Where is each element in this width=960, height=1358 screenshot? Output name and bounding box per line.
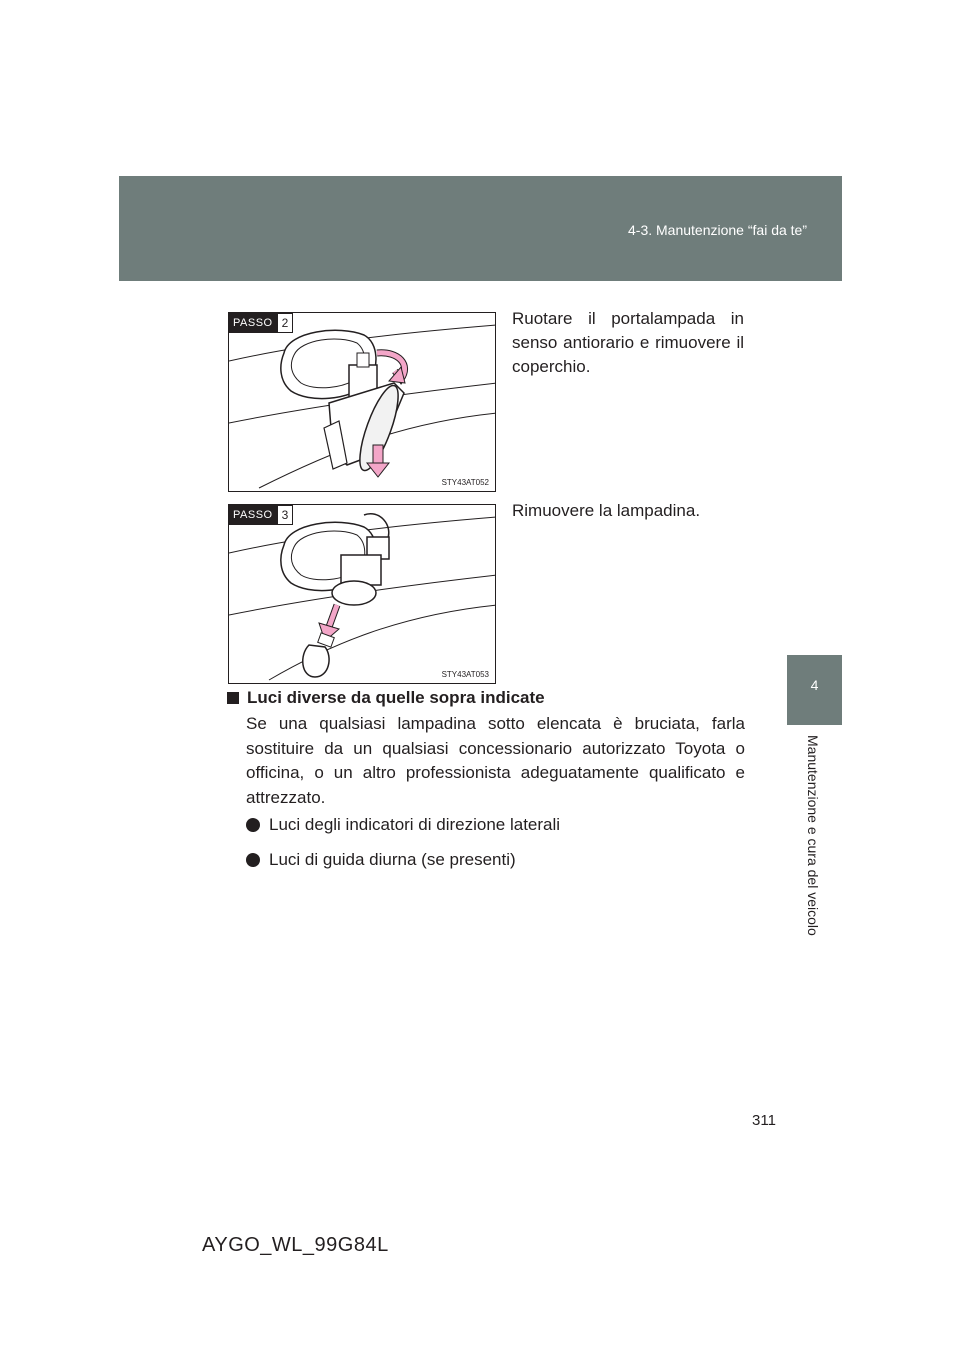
step-badge-word: PASSO (229, 313, 277, 333)
section-heading (227, 688, 545, 708)
chapter-title: Manutenzione e cura del veicolo (805, 735, 821, 936)
step2-badge (229, 313, 293, 333)
chapter-tab (787, 655, 842, 725)
step2-illustration (229, 313, 496, 492)
step2-text: Ruotare il portalampada in senso antiorario e rimuovere il coperchio. (512, 309, 744, 376)
step2-figure (228, 312, 496, 492)
figure-code: STY43AT053 (441, 670, 489, 679)
list-item (246, 815, 560, 835)
bullet-dot-icon (246, 853, 260, 867)
step3-text: Rimuovere la lampadina. (512, 501, 701, 520)
page-number: 311 (752, 1112, 776, 1129)
document-code: AYGO_WL_99G84L (202, 1234, 389, 1256)
list-item (246, 850, 516, 870)
section-heading-text: Luci diverse da quelle sopra indicate (247, 688, 545, 707)
step-badge-number: 2 (277, 313, 294, 333)
header-band (119, 176, 842, 281)
step3-figure (228, 504, 496, 684)
step-badge-word: PASSO (229, 505, 277, 525)
step3-illustration (229, 505, 496, 684)
bullet-dot-icon (246, 818, 260, 832)
list-item-text: Luci degli indicatori di direzione laterali (269, 815, 561, 834)
chapter-number: 4 (810, 677, 819, 693)
square-bullet-icon (227, 692, 239, 704)
section-paragraph: Se una qualsiasi lampadina sotto elencata è bruciata, farla sostituire da un qualsiasi concessionario autorizzato Toyota o officina, o un altro professionista adeguatamente qualificato e attrezzato. (246, 714, 745, 807)
section-title: 4-3. Manutenzione “fai da te” (628, 222, 807, 238)
list-item-text: Luci di guida diurna (se presenti) (269, 850, 516, 869)
figure-code: STY43AT052 (441, 478, 489, 487)
step3-badge (229, 505, 293, 525)
step-badge-number: 3 (277, 505, 294, 525)
